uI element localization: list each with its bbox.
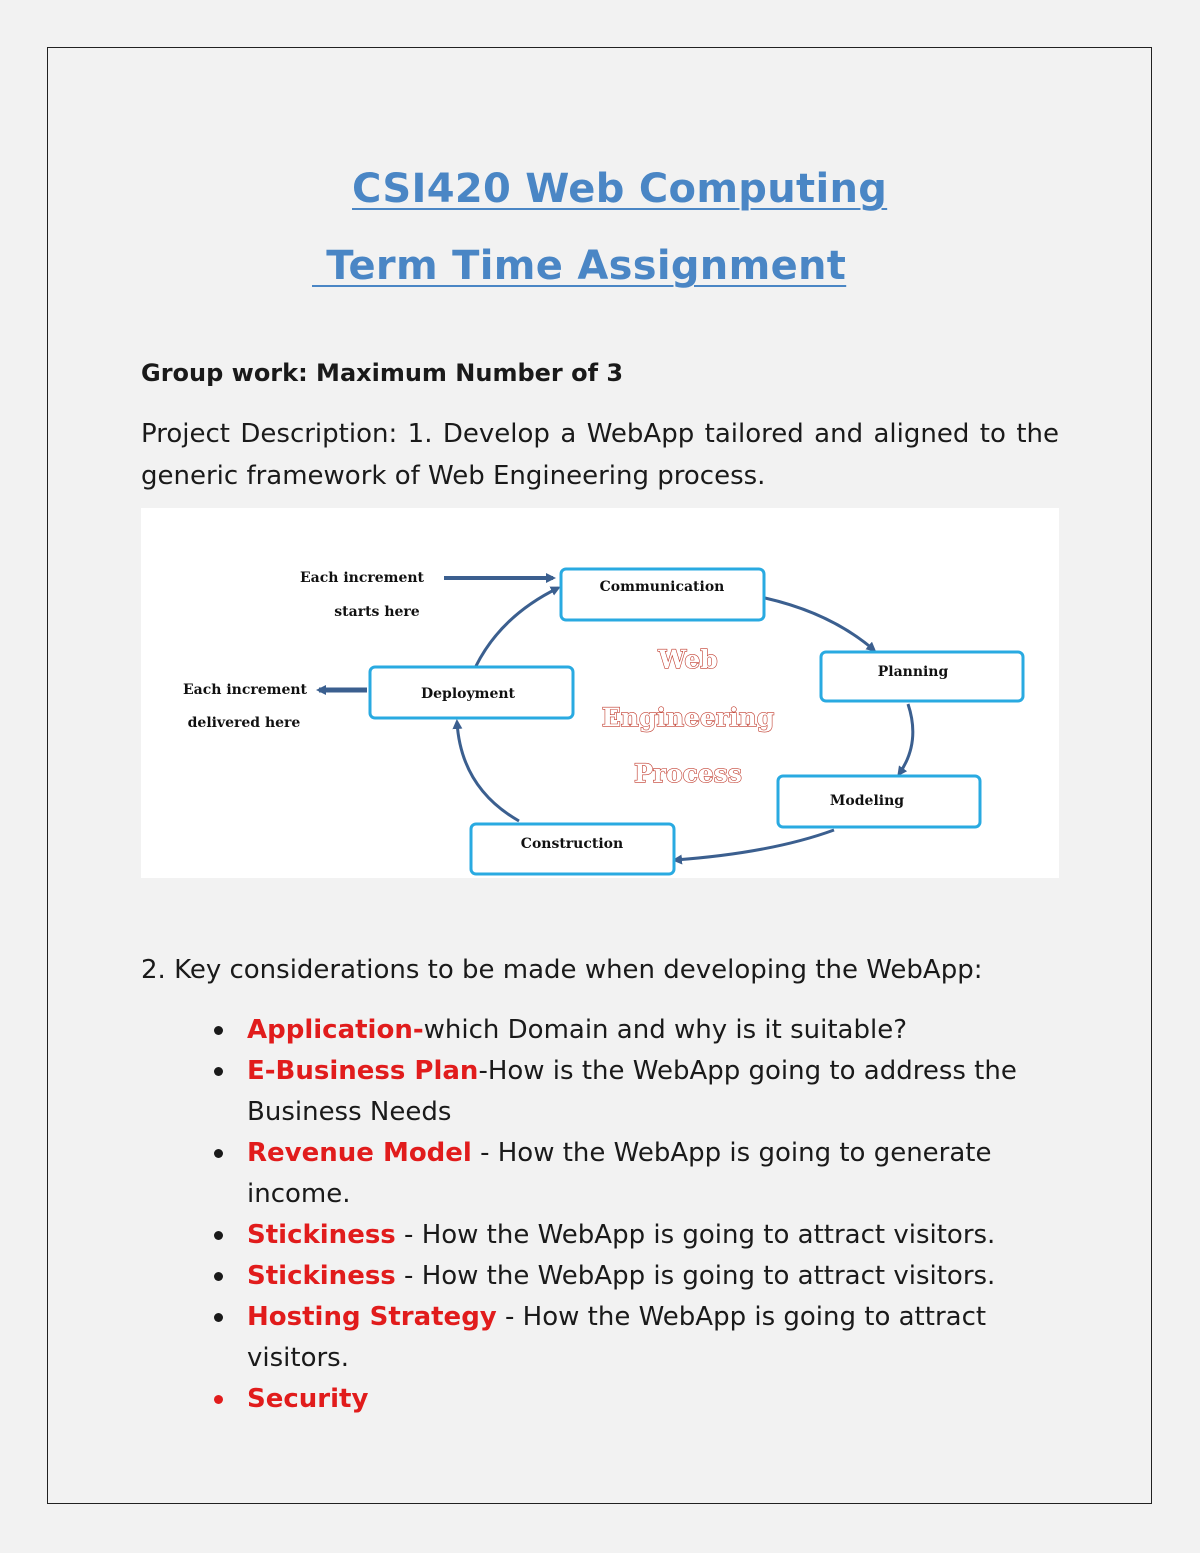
document-subtitle: Term Time Assignment [312, 243, 847, 289]
consideration-term: Application- [247, 1015, 424, 1045]
step-deployment [370, 667, 573, 718]
consideration-term: Hosting Strategy [247, 1302, 497, 1332]
start-note-line2: starts here [334, 604, 420, 620]
center-label-engineering: Engineering [601, 703, 775, 732]
consideration-text: - How the WebApp is going to generate income. [247, 1138, 992, 1209]
arrow-construction-to-deployment [457, 722, 519, 821]
step-communication [561, 569, 764, 620]
step-communication-label: Communication [599, 579, 725, 595]
arrow-communication-to-planning [765, 598, 874, 650]
list-item [212, 1256, 1072, 1297]
delivered-note-line2: delivered here [187, 715, 301, 731]
group-work-note: Group work: Maximum Number of 3 [141, 359, 624, 387]
document-title: CSI420 Web Computing [352, 166, 888, 212]
arrow-modeling-to-construction [675, 830, 834, 860]
center-label-web: Web [658, 645, 718, 674]
center-label-process: Process [634, 759, 742, 788]
consideration-term: Revenue Model [247, 1138, 472, 1168]
list-item [212, 1133, 1072, 1215]
arrow-deployment-to-communication [476, 588, 558, 666]
step-planning [821, 652, 1023, 701]
consideration-text: which Domain and why is it suitable? [423, 1015, 907, 1045]
consideration-term: E-Business Plan [247, 1056, 479, 1086]
consideration-term: Stickiness [247, 1220, 396, 1250]
start-note-line1: Each increment [300, 570, 424, 586]
step-modeling [778, 776, 980, 827]
list-item [212, 1051, 1072, 1133]
delivered-note-line1: Each increment [183, 682, 307, 698]
consideration-text: - How the WebApp is going to attract visitors. [395, 1261, 996, 1291]
considerations-list [212, 1010, 1072, 1420]
consideration-term: Stickiness [247, 1261, 396, 1291]
consideration-text: - How the WebApp is going to attract visitors. [395, 1220, 996, 1250]
project-description: Project Description: 1. Develop a WebApp tailored and aligned to the generic framework of Web Engineering process. [141, 419, 1059, 491]
bullet-icon [214, 1313, 223, 1322]
list-item [212, 1297, 1072, 1379]
diagram-svg [141, 508, 1059, 878]
bullet-icon [214, 1395, 223, 1404]
step-construction [471, 824, 674, 874]
consideration-text: - How the WebApp is going to attract visitors. [247, 1302, 987, 1373]
bullet-icon [214, 1231, 223, 1240]
step-deployment-label: Deployment [421, 686, 515, 702]
considerations-heading: 2. Key considerations to be made when developing the WebApp: [141, 955, 983, 985]
step-construction-label: Construction [520, 836, 624, 852]
web-engineering-diagram [141, 508, 1059, 878]
bullet-icon [214, 1026, 223, 1035]
bullet-icon [214, 1272, 223, 1281]
bullet-icon [214, 1067, 223, 1076]
bullet-icon [214, 1149, 223, 1158]
list-item [212, 1215, 1072, 1256]
step-modeling-label: Modeling [829, 793, 905, 809]
arrow-planning-to-modeling [899, 704, 913, 774]
list-item [212, 1379, 1072, 1420]
consideration-text: -How is the WebApp going to address the Business Needs [247, 1056, 1017, 1127]
list-item [212, 1010, 1072, 1051]
consideration-term: Security [247, 1384, 369, 1414]
step-planning-label: Planning [877, 664, 949, 680]
